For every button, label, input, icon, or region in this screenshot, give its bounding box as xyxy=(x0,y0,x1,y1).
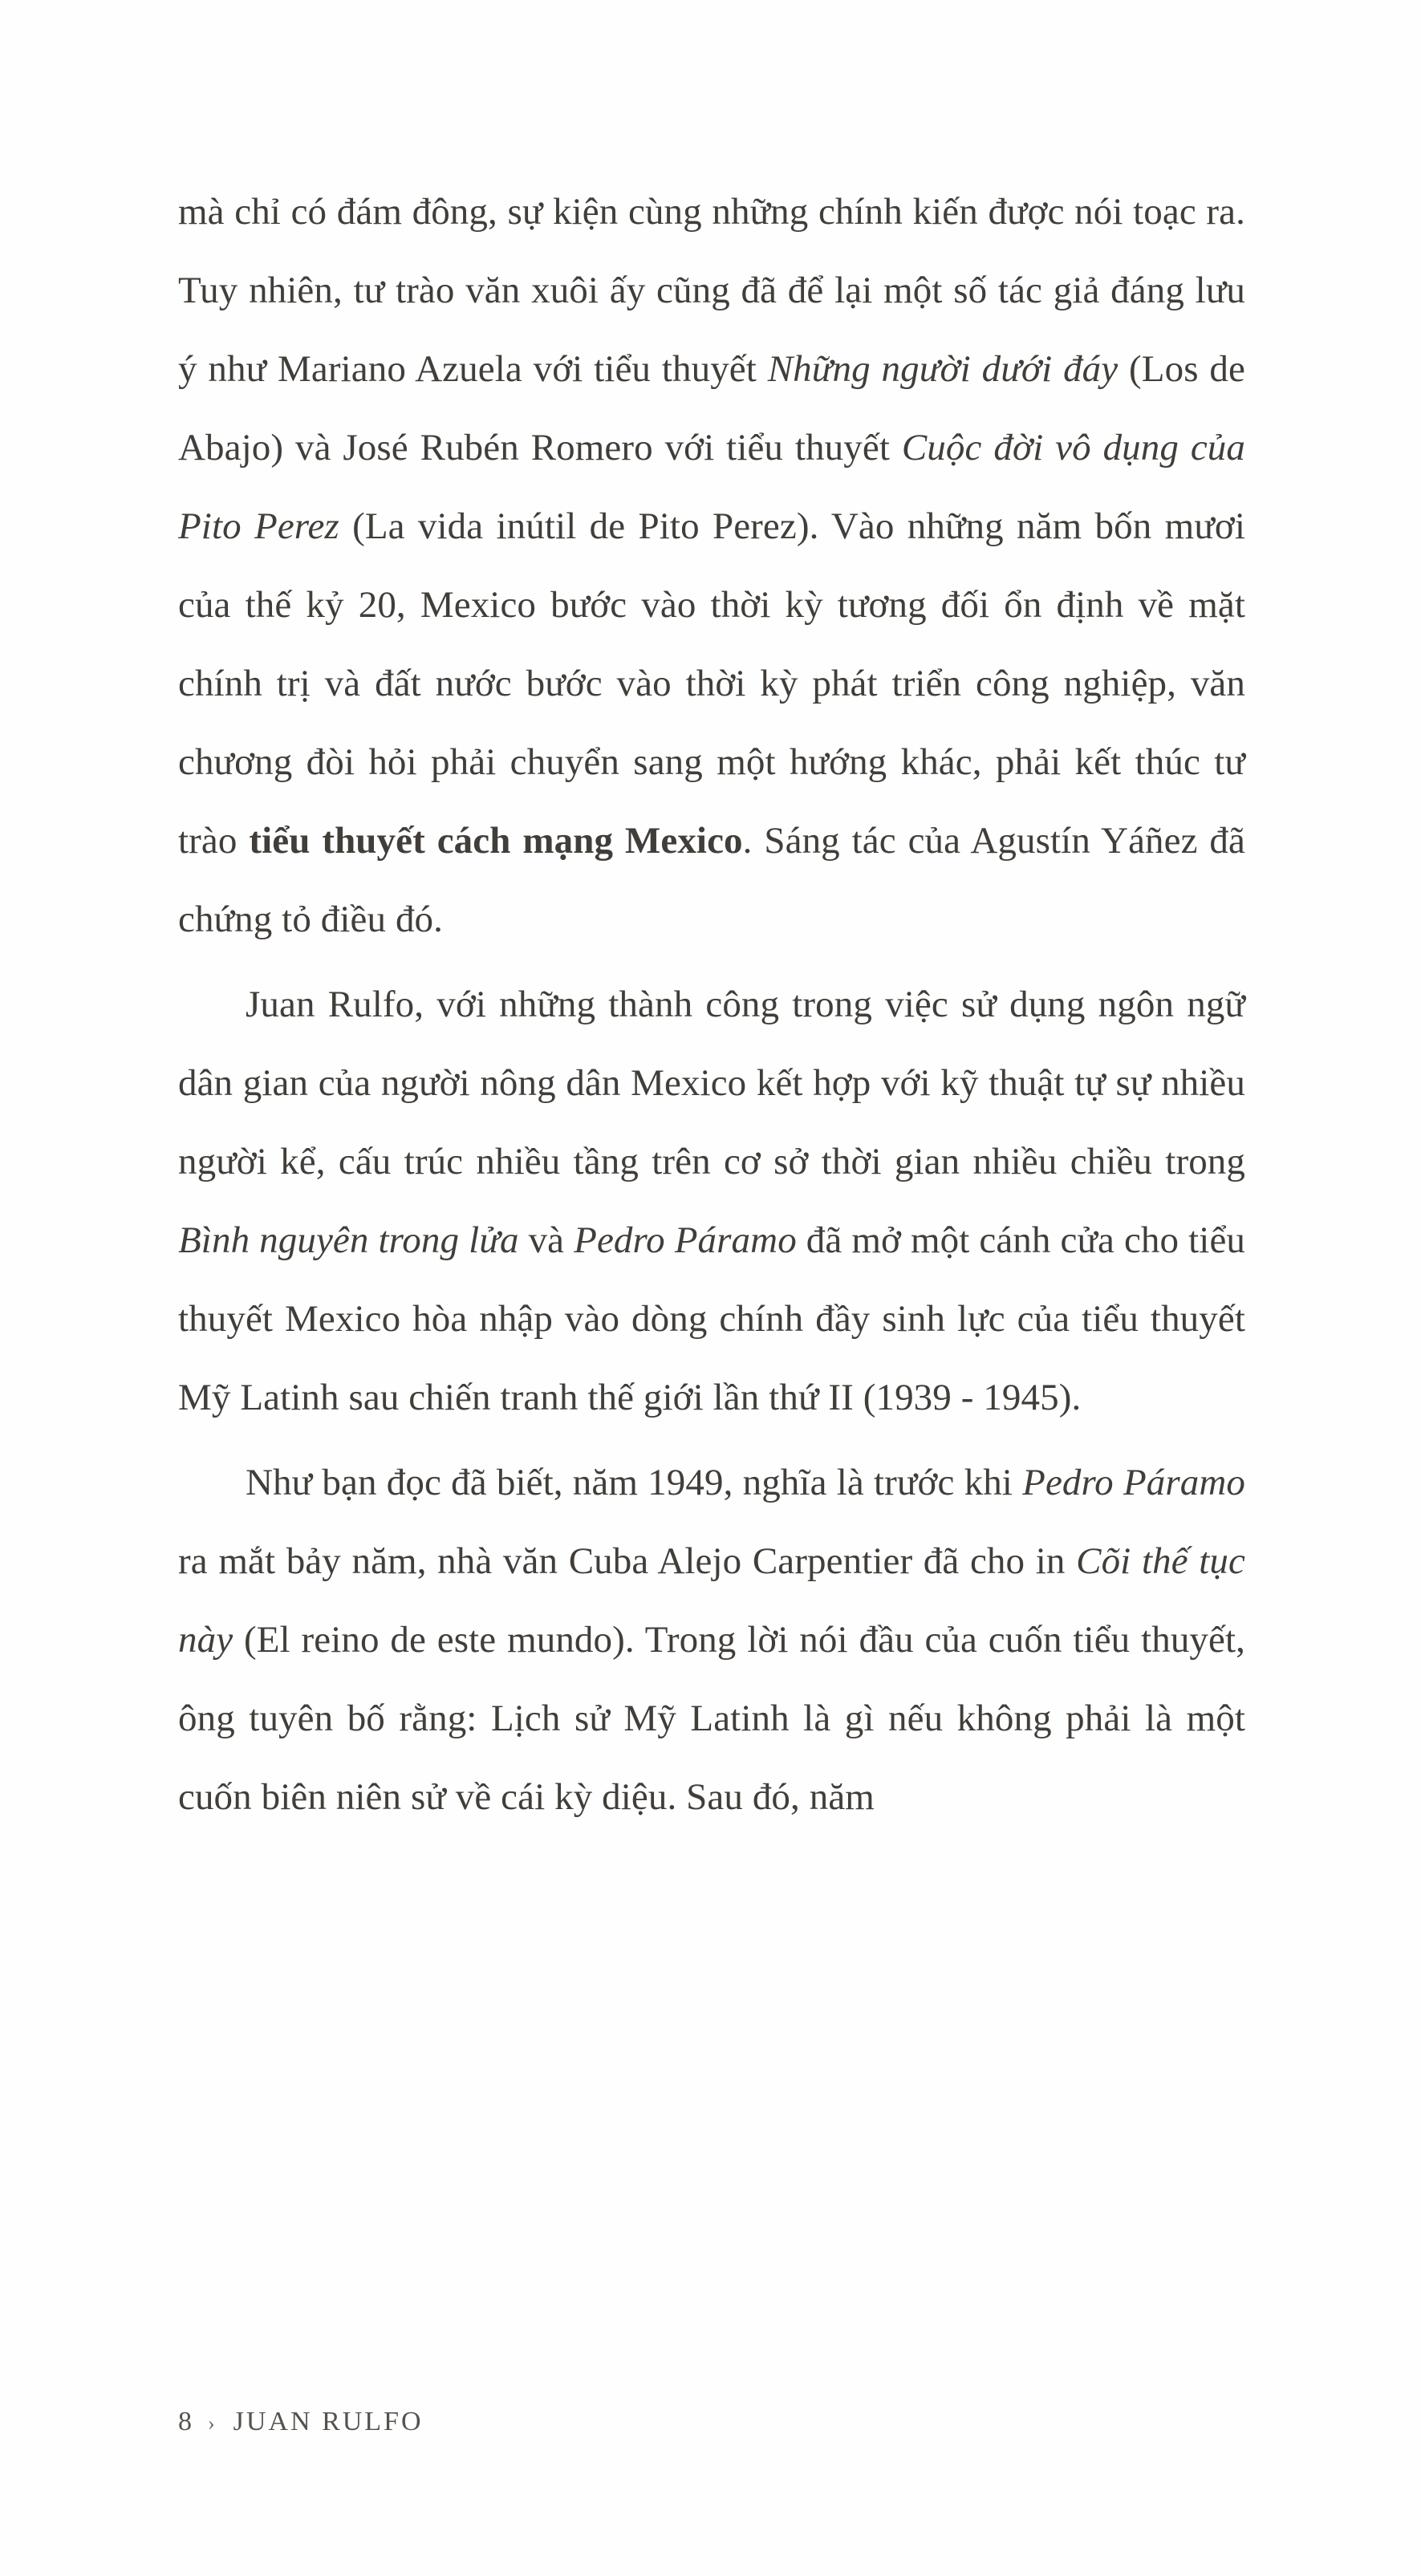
text-run: Như bạn đọc đã biết, năm 1949, nghĩa là trước khi xyxy=(246,1462,1023,1503)
footer-separator-icon: › xyxy=(208,2412,217,2436)
text-run: mà chỉ có đám đông, sự kiện cùng những chính kiến được nói toạc ra. Tuy nhiên, tư trào văn xuôi ấy cũng đã để lại một số tác giả đáng lưu ý như Mariano Azuela với tiểu thuyết xyxy=(178,191,1245,390)
text-run-italic: Cõi thế tục này xyxy=(178,1540,1245,1661)
paragraph xyxy=(178,172,1245,959)
text-run: và xyxy=(518,1219,574,1261)
text-run: (Los de Abajo) và José Rubén Romero với tiểu thuyết xyxy=(178,348,1245,469)
paragraph xyxy=(178,1443,1245,1836)
paragraph xyxy=(178,965,1245,1437)
text-run-italic: Cuộc đời vô dụng của Pito Perez xyxy=(178,427,1245,547)
text-run: ra mắt bảy năm, nhà văn Cuba Alejo Carpentier đã cho in xyxy=(178,1540,1077,1582)
text-run: . Sáng tác của Agustín Yáñez đã chứng tỏ điều đó. xyxy=(178,820,1245,940)
text-run: (La vida inútil de Pito Perez). Vào những năm bốn mươi của thế kỷ 20, Mexico bước vào thời kỳ tương đối ổn định về mặt chính trị và đất nước bước vào thời kỳ phát triển công nghiệp, văn chương đòi hỏi phải chuyển sang một hướng khác, phải kết thúc tư trào xyxy=(178,505,1245,862)
running-head: JUAN RULFO xyxy=(233,2407,424,2436)
text-run-italic: Pedro Páramo xyxy=(1022,1462,1246,1503)
text-run: đã mở một cánh cửa cho tiểu thuyết Mexico hòa nhập vào dòng chính đầy sinh lực của tiểu thuyết Mỹ Latinh sau chiến tranh thế giới lần thứ II (1939 - 1945). xyxy=(178,1219,1246,1418)
page-footer xyxy=(178,2407,1245,2437)
page-number: 8 xyxy=(178,2407,192,2436)
text-run-italic: Pedro Páramo xyxy=(574,1219,797,1261)
text-run: Juan Rulfo, với những thành công trong việc sử dụng ngôn ngữ dân gian của người nông dân Mexico kết hợp với kỹ thuật tự sự nhiều người kể, cấu trúc nhiều tầng trên cơ sở thời gian nhiều chiều trong xyxy=(178,984,1245,1183)
text-run-italic: Những người dưới đáy xyxy=(767,348,1119,390)
page-body xyxy=(178,172,1245,1843)
text-run-bold: tiểu thuyết cách mạng Mexico xyxy=(249,820,743,862)
text-run: (El reino de este mundo). Trong lời nói đầu của cuốn tiểu thuyết, ông tuyên bố rằng: Lịch sử Mỹ Latinh là gì nếu không phải là một cuốn biên niên sử về cái kỳ diệu. Sau đó, năm xyxy=(178,1619,1245,1818)
text-run-italic: Bình nguyên trong lửa xyxy=(178,1219,519,1261)
